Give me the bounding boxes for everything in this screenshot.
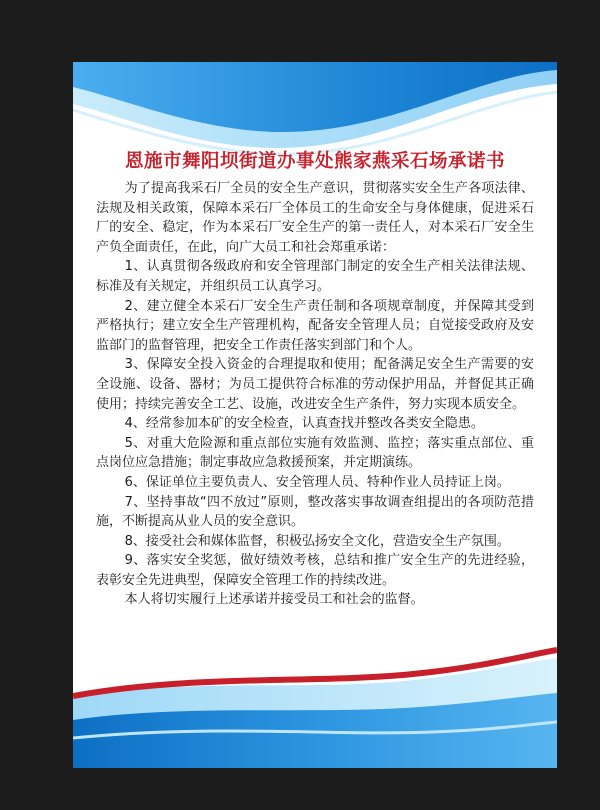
commitment-item: 3、保障安全投入资金的合理提取和使用；配备满足安全生产需要的安全设施、设备、器材；为员工提供符合标准的劳动保护用品，并督促其正确使用；持续完善安全工艺、设施，改进安全生产条件，努力实现本质安全。 <box>96 357 534 412</box>
intro-paragraph: 为了提高我采石厂全员的安全生产意识，贯彻落实安全生产各项法律、法规及相关政策，保障本采石厂全体员工的生命安全与身体健康，促进采石厂的安全、稳定，作为本采石厂安全生产的第一责任人，对本采石厂安全生产负全面责任，在此，向广大员工和社会郑重承诺： <box>96 181 534 255</box>
commitment-body <box>96 179 534 610</box>
commitment-item: 2、建立健全本采石厂安全生产责任制和各项规章制度，并保障其受到严格执行；建立安全生产管理机构，配备安全管理人员；自觉接受政府及安监部门的监督管理，把安全工作责任落实到部门和个人。 <box>96 298 534 353</box>
commitment-item: 6、保证单位主要负责人、安全管理人员、特种作业人员持证上岗。 <box>124 474 510 490</box>
commitment-item: 4、经常参加本矿的安全检查，认真查找并整改各类安全隐患。 <box>124 416 484 432</box>
closing-paragraph: 本人将切实履行上述承诺并接受员工和社会的监督。 <box>124 592 424 608</box>
document-title: 恩施市舞阳坝街道办事处熊家燕采石场承诺书 <box>124 151 505 172</box>
poster-board <box>73 62 557 768</box>
commitment-item: 1、认真贯彻各级政府和安全管理部门制定的安全生产相关法律法规、标准及有关规定，并组织员工认真学习。 <box>96 259 534 294</box>
commitment-item: 8、接受社会和媒体监督，积极弘扬安全文化，营造安全生产氛围。 <box>124 533 510 549</box>
commitment-item: 5、对重大危险源和重点部位实施有效监测、监控；落实重点部位、重点岗位应急措施；制定事故应急救援预案，并定期演练。 <box>96 435 534 471</box>
commitment-item: 9、落实安全奖惩，做好绩效考核，总结和推广安全生产的先进经验，表彰安全先进典型，保障安全管理工作的持续改进。 <box>96 553 534 588</box>
bottom-wave-decoration <box>73 638 557 768</box>
commitment-item: 7、坚持事故“四不放过”原则，整改落实事故调查组提出的各项防范措施，不断提高从业人员的安全意识。 <box>96 494 534 530</box>
